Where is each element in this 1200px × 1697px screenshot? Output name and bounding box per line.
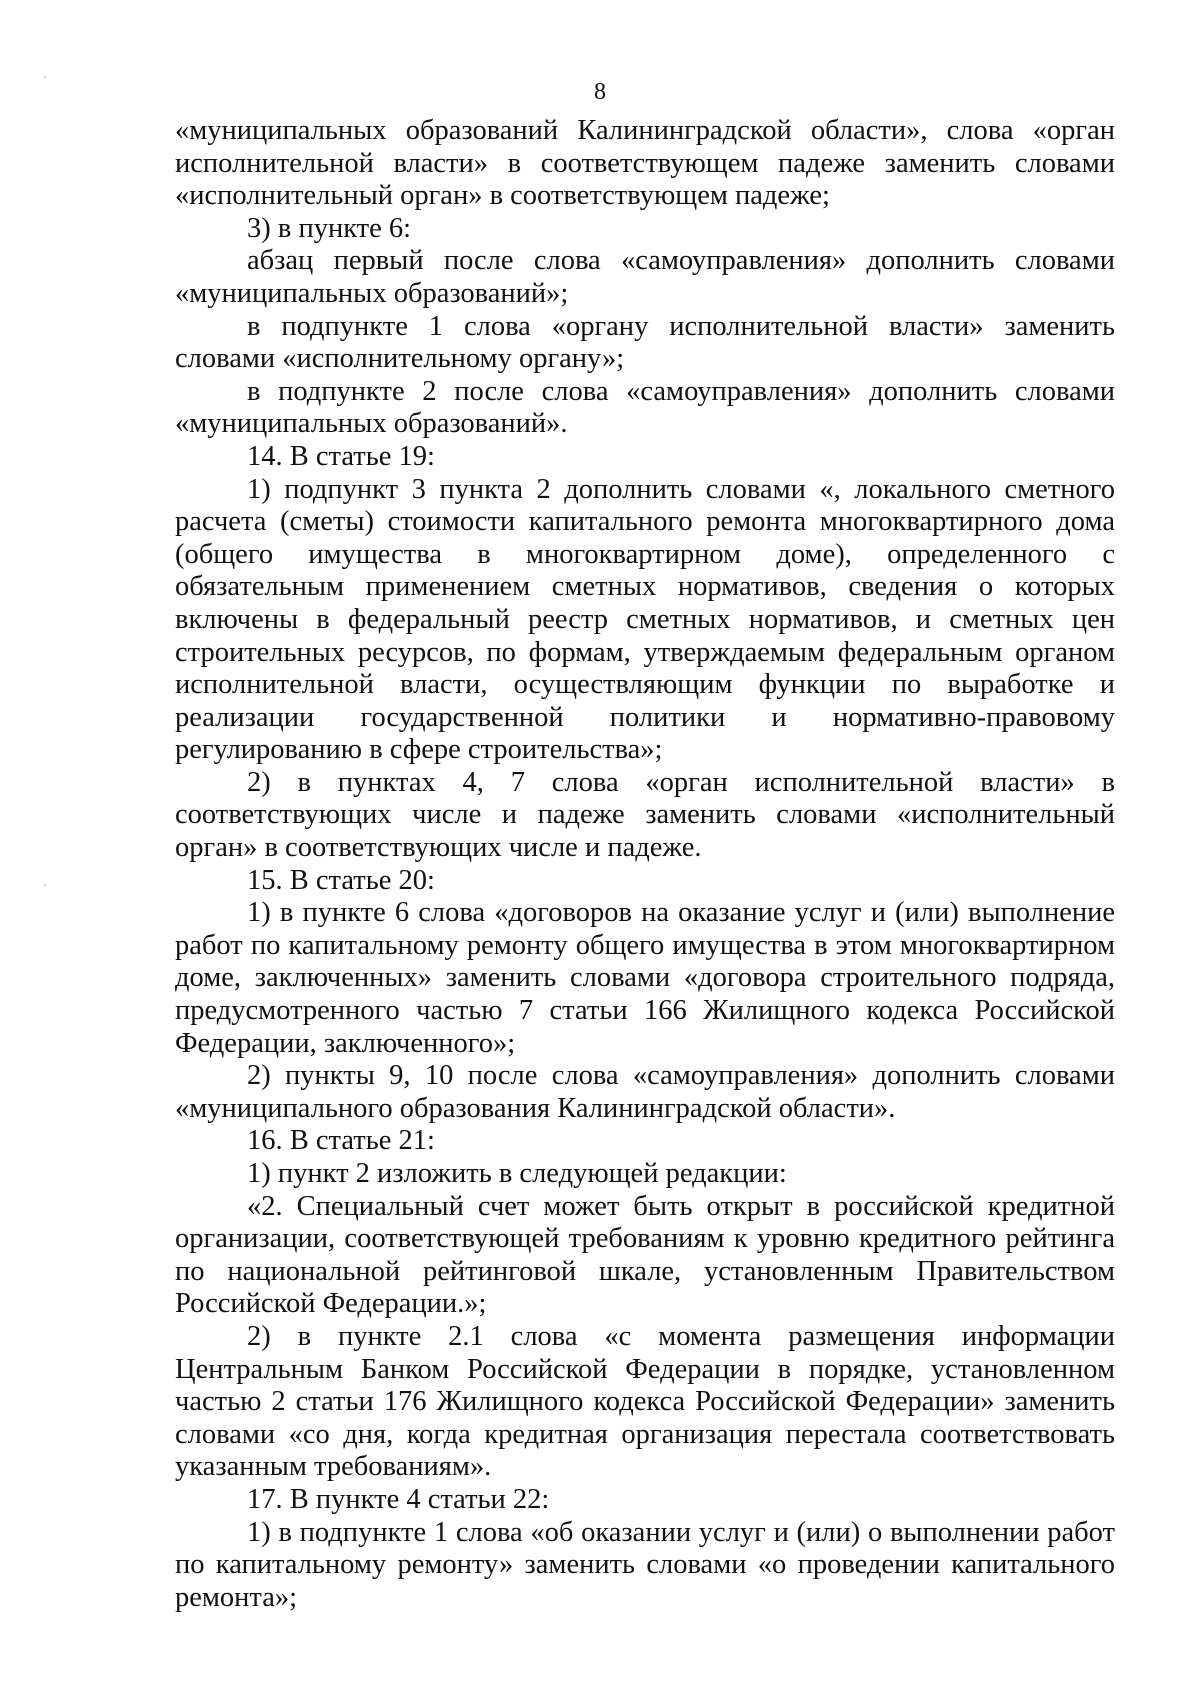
page-number: 8	[594, 79, 606, 105]
paragraph: абзац первый после слова «самоуправления» дополнить словами «муниципальных образований»;	[175, 245, 1115, 309]
paragraph: «муниципальных образований Калининградской области», слова «орган исполнительной власти» в соответствующем падеже заменить словами «исполнительный орган» в соответствующем падеже;	[175, 115, 1115, 212]
section-heading: 16. В статье 21:	[247, 1125, 435, 1157]
document-body	[175, 115, 1115, 1614]
paragraph: 1) в подпункте 1 слова «об оказании услуг и (или) о выполнении работ по капитальному ремонту» заменить словами «о проведении капитального ремонта»;	[175, 1516, 1115, 1613]
section-heading: 14. В статье 19:	[247, 440, 435, 472]
paragraph: 3) в пункте 6:	[247, 212, 412, 244]
paragraph: 2) в пункте 2.1 слова «с момента размещения информации Центральным Банком Российской Федерации в порядке, установленном частью 2 статьи 176 Жилищного кодекса Российской Федерации» заменить словами «со дня, когда кредитная организация перестала соответствовать указанным требованиям».	[175, 1320, 1115, 1483]
paragraph: 1) в пункте 6 слова «договоров на оказание услуг и (или) выполнение работ по капитальному ремонту общего имущества в этом многоквартирном доме, заключенных» заменить словами «договора строительного подряда, предусмотренного частью 7 статьи 166 Жилищного кодекса Российской Федерации, заключенного»;	[175, 897, 1115, 1059]
section-heading: 17. В пункте 4 статьи 22:	[247, 1483, 550, 1515]
paragraph: в подпункте 1 слова «органу исполнительной власти» заменить словами «исполнительному органу»;	[175, 310, 1115, 375]
scan-speck	[44, 884, 46, 886]
paragraph: 1) пункт 2 изложить в следующей редакции:	[247, 1158, 787, 1189]
paragraph: 2) пункты 9, 10 после слова «самоуправления» дополнить словами «муниципального образования Калининградской области».	[175, 1060, 1115, 1124]
paragraph: 2) в пунктах 4, 7 слова «орган исполнительной власти» в соответствующих числе и падеже заменить словами «исполнительный орган» в соответствующих числе и падеже.	[175, 766, 1115, 864]
scan-speck	[44, 76, 46, 78]
paragraph: 1) подпункт 3 пункта 2 дополнить словами «, локального сметного расчета (сметы) стоимости капитального ремонта многоквартирного дома (общего имущества в многоквартирном доме), определенного с обязательным применением сметных нормативов, сведения о которых включены в федеральный реестр сметных нормативов, и сметных цен строительных ресурсов, по формам, утверждаемым федеральным органом исполнительной власти, осуществляющим функции по выработке и реализации государственной политики и нормативно-правовому регулированию в сфере строительства»;	[175, 473, 1115, 766]
section-heading: 15. В статье 20:	[247, 864, 435, 896]
paragraph: «2. Специальный счет может быть открыт в российской кредитной организации, соответствующей требованиям к уровню кредитного рейтинга по национальной рейтинговой шкале, установленным Правительством Российской Федерации.»;	[175, 1190, 1115, 1320]
paragraph: в подпункте 2 после слова «самоуправления» дополнить словами «муниципальных образований».	[175, 375, 1115, 440]
